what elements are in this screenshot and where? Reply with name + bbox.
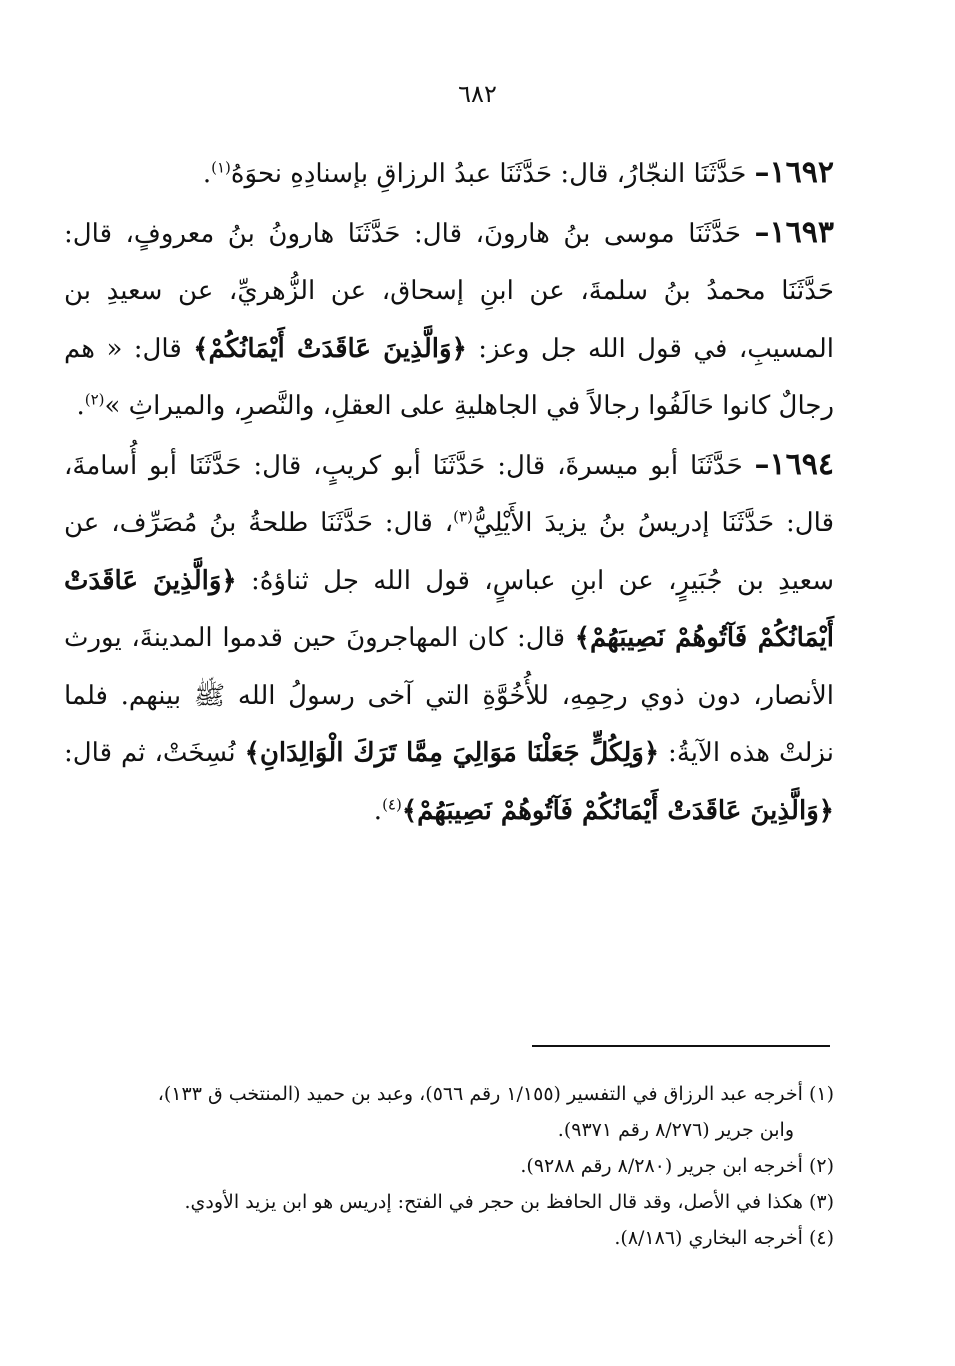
hadith-dash: – bbox=[754, 446, 770, 482]
hadith-text: قال: « هم رجالٌ كانوا حَالَفُوا رجالاً في الجاهليةِ على العقلِ، والنَّصرِ، والميراثِ » bbox=[64, 333, 834, 421]
footnote-label: (٢) bbox=[808, 1155, 834, 1177]
footnote-1-continued bbox=[64, 1112, 834, 1148]
main-text bbox=[64, 144, 834, 840]
hadith-dash: – bbox=[754, 214, 770, 250]
footnote-label: (٣) bbox=[808, 1191, 834, 1213]
hadith-text: . bbox=[202, 159, 212, 189]
footnote-1 bbox=[64, 1076, 834, 1112]
hadith-number: ١٦٩٤ bbox=[769, 446, 834, 482]
hadith-1693 bbox=[64, 204, 834, 436]
quran-verse: ﴿وَالَّذِينَ عَاقَدَتْ أَيْمَانُكُمْ فَآتُوهُمْ نَصِيبَهُمْ﴾ bbox=[64, 565, 835, 653]
footnote-text: أخرجه البخاري (٨/١٨٦). bbox=[614, 1227, 803, 1249]
footnote-text: وابن جرير (٨/٢٧٦ رقم ٩٣٧١). bbox=[557, 1119, 794, 1141]
footnote-2 bbox=[64, 1148, 834, 1184]
footnotes bbox=[64, 1076, 834, 1256]
footnote-text: أخرجه عبد الرزاق في التفسير (١/١٥٥ رقم ٥٦٦)، وعبد بن حميد (المنتخب ق ١٣٣)، bbox=[157, 1083, 803, 1105]
footnote-ref: (٣) bbox=[453, 507, 473, 526]
hadith-number: ١٦٩٣ bbox=[769, 214, 834, 250]
hadith-text: حَدَّثَنَا موسى بنُ هارونَ، قال: حَدَّثَنَا هارونُ بنُ معروفٍ، قال: حَدَّثَنَا محمدُ بنُ سلمةَ، عن ابنِ إسحاق، عن الزُّهريِّ، عن سعيدِ بن المسيبِ، في قول الله جل وعز: bbox=[64, 218, 835, 364]
footnote-text: هكذا في الأصل، وقد قال الحافظ بن حجر في الفتح: إدريس هو ابن يزيد الأودي. bbox=[184, 1191, 803, 1213]
footnote-ref: (٤) bbox=[382, 794, 402, 813]
hadith-text: حَدَّثَنَا النجّارُ، قال: حَدَّثَنَا عبدُ الرزاقِ بإسنادِهِ نحوَهُ bbox=[230, 159, 755, 189]
hadith-text: ، قال: حَدَّثَنَا طلحةُ بنُ مُصَرِّف، عن سعيدِ بن جُبَيرٍ، عن ابنِ عباسٍ، قول الله جل ثناؤهُ: bbox=[64, 508, 834, 596]
hadith-text: قال: كان المهاجرونَ حين قدموا المدينةَ، يورث الأنصار، دون ذوي رحِمِهِ، للأُخُوَّةِ التي آخى رسولُ الله ﷺ بينهم. فلما نزلتْ هذه الآيةُ: bbox=[64, 623, 834, 768]
hadith-number: ١٦٩٢ bbox=[769, 155, 834, 190]
hadith-1694 bbox=[64, 436, 834, 841]
hadith-text: حَدَّثَنَا أبو ميسرةَ، قال: حَدَّثَنَا أبو كريبٍ، قال: حَدَّثَنَا أبو أُسامةَ، قال: حَدَّثَنَا إدريسُ بنُ يزيدَ الأَيْلِيُّ bbox=[64, 450, 834, 538]
page-number: ٦٨٢ bbox=[458, 80, 497, 108]
footnote-3 bbox=[64, 1184, 834, 1220]
footnote-ref: (٢) bbox=[84, 390, 105, 409]
hadith-1692 bbox=[64, 144, 834, 204]
quran-verse: ﴿وَالَّذِينَ عَاقَدَتْ أَيْمَانُكُمْ فَآتُوهُمْ نَصِيبَهُمْ﴾ bbox=[401, 795, 834, 826]
quran-verse: ﴿وَلِكُلٍّ جَعَلْنَا مَوَالِيَ مِمَّا تَرَكَ الْوَالِدَانِ﴾ bbox=[244, 738, 660, 768]
footnote-separator bbox=[532, 1045, 830, 1047]
footnote-label: (٤) bbox=[808, 1227, 834, 1249]
hadith-dash: – bbox=[754, 155, 770, 190]
hadith-text: . bbox=[373, 795, 383, 826]
footnote-ref: (١) bbox=[211, 158, 231, 177]
quran-verse: ﴿وَالَّذِينَ عَاقَدَتْ أَيْمَانُكُمْ﴾ bbox=[193, 333, 467, 364]
hadith-text: . bbox=[76, 391, 85, 421]
hadith-text: نُسِخَتْ، ثم قال: bbox=[64, 738, 245, 768]
footnote-label: (١) bbox=[808, 1083, 834, 1105]
footnote-text: أخرجه ابن جرير (٨/٢٨٠ رقم ٩٢٨٨). bbox=[520, 1155, 803, 1177]
footnote-4 bbox=[64, 1220, 834, 1256]
